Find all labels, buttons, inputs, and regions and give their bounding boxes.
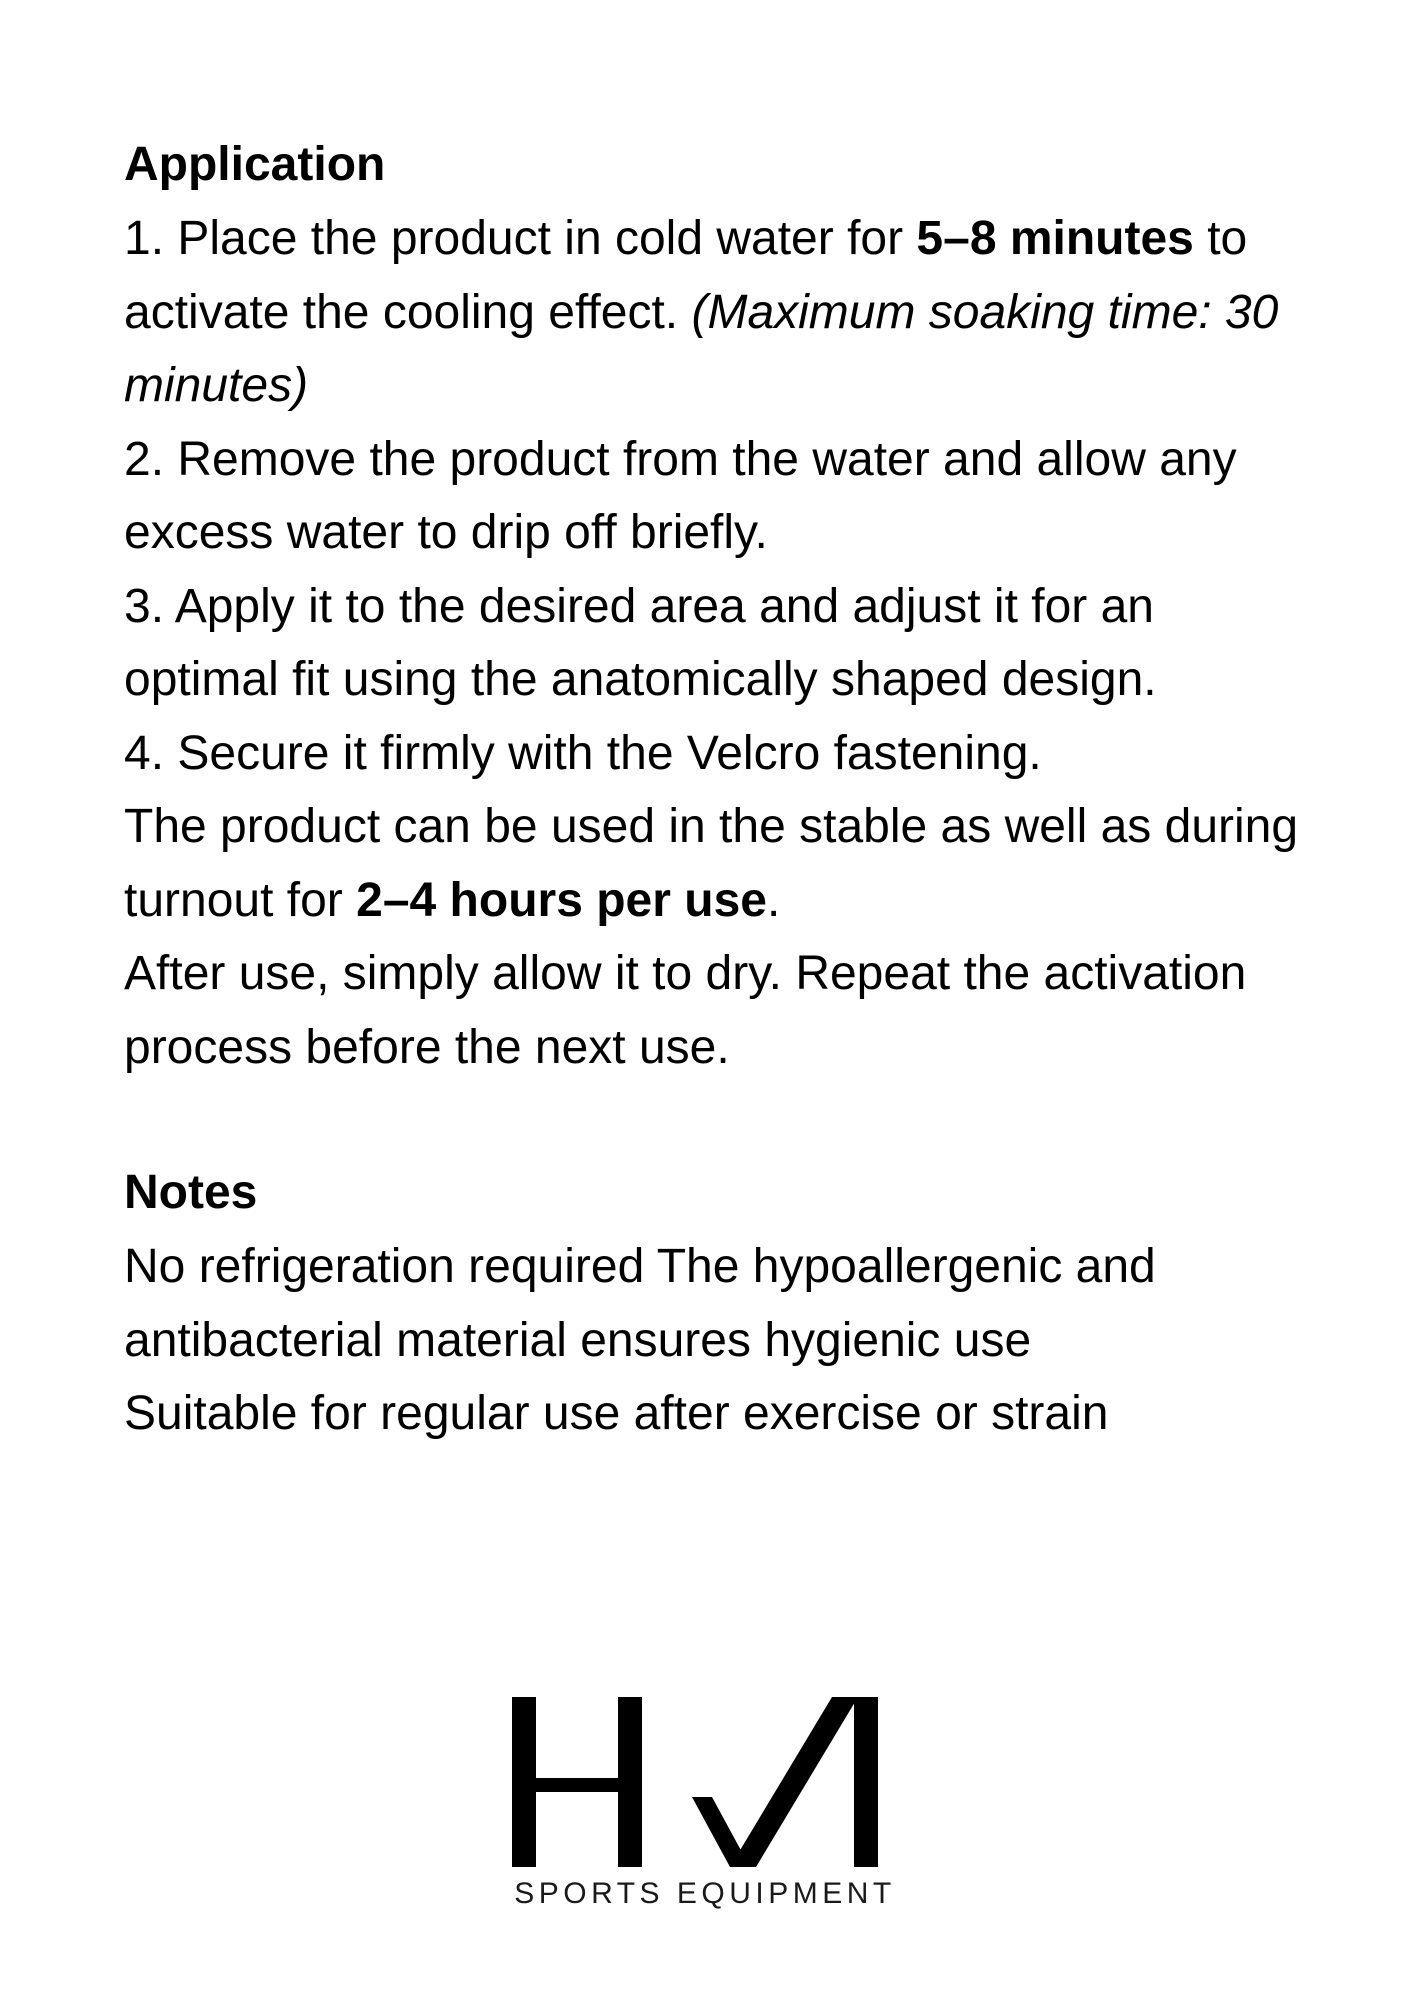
- application-step-3: 3. Apply it to the desired area and adjust it for an optimal fit using the anatomically shaped design.: [124, 579, 1157, 706]
- document-body: [124, 128, 1304, 1451]
- usage-text: The product can be used in the stable as well as during turnout for: [124, 800, 1299, 927]
- usage-period: .: [766, 873, 781, 927]
- notes-line-1: No refrigeration required The hypoallergenic and: [124, 1240, 1156, 1293]
- hm-logo-mark: [512, 1697, 898, 1867]
- after-use-instructions: After use, simply allow it to dry. Repeat the activation process before the next use.: [124, 947, 1247, 1074]
- application-step-4: 4. Secure it firmly with the Velcro fastening.: [124, 726, 1042, 780]
- notes-heading: Notes: [124, 1166, 258, 1219]
- application-step-1: [124, 202, 1304, 423]
- step-1-duration: 5–8 minutes: [916, 212, 1194, 265]
- step-1-text-cont: to activate the cooling effect.: [124, 212, 1248, 339]
- usage-duration: [124, 790, 1304, 937]
- section-spacer: [124, 1084, 1304, 1156]
- application-step-2: 2. Remove the product from the water and allow any excess water to drip off briefly.: [124, 432, 1237, 559]
- logo-tagline: SPORTS EQUIPMENT: [514, 1877, 896, 1910]
- step-1-text: 1. Place the product in cold water for: [124, 212, 917, 265]
- notes-line-2: antibacterial material ensures hygienic use: [124, 1313, 1032, 1367]
- step-1-max-soaking: (Maximum soaking time: 30 minutes): [124, 285, 1279, 412]
- application-heading: Application: [124, 138, 386, 191]
- usage-hours: 2–4 hours per use: [356, 873, 767, 927]
- notes-line-3: Suitable for regular use after exercise or strain: [124, 1387, 1109, 1440]
- hm-logo: [512, 1697, 898, 1910]
